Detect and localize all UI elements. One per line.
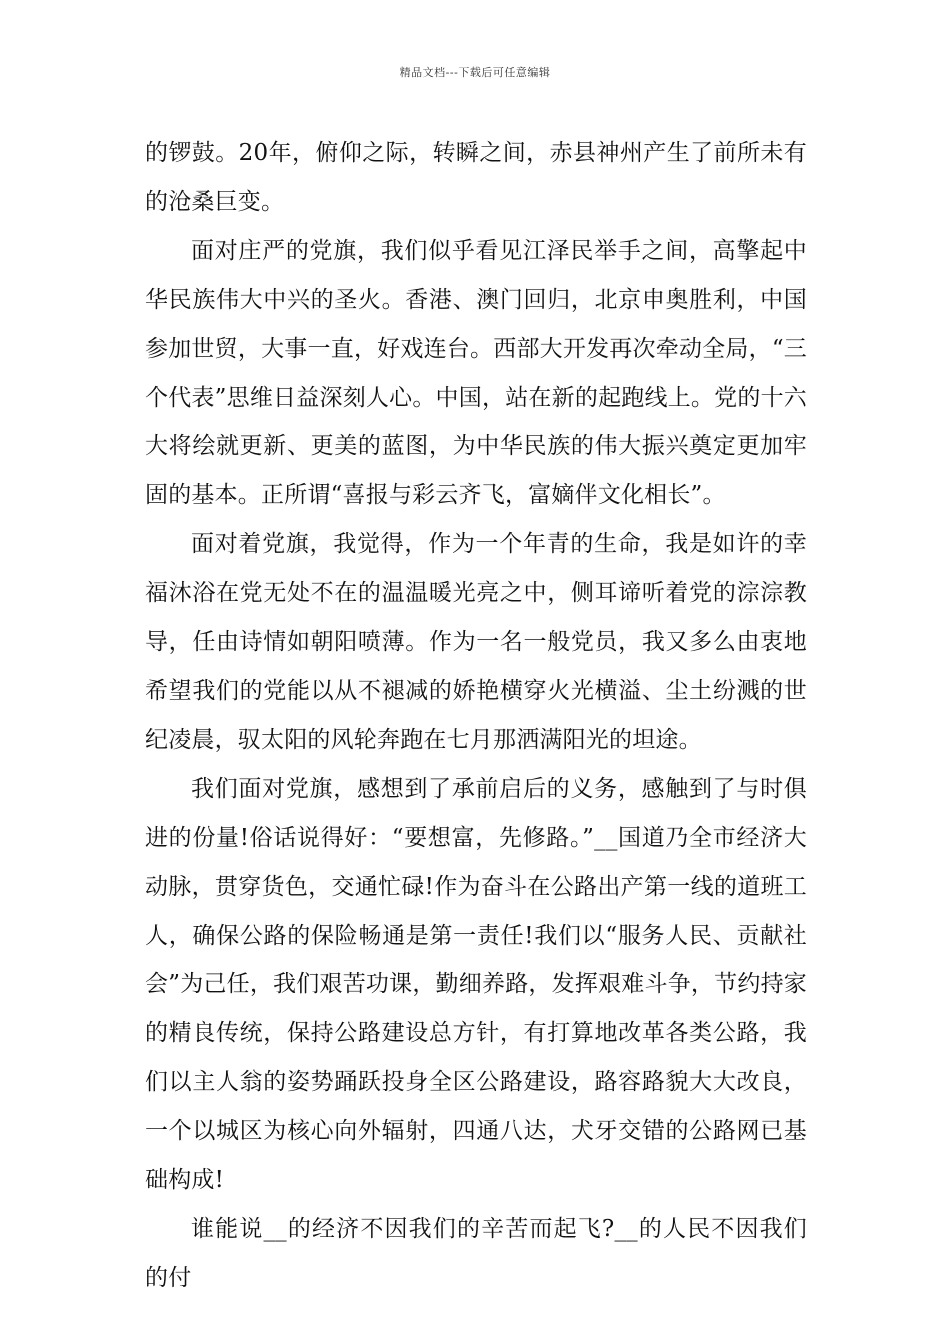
paragraph-5: 谁能说__的经济不因我们的辛苦而起飞?__的人民不因我们的付 [145,1215,807,1291]
paragraph-4: 我们面对党旗，感想到了承前启后的义务，感触到了与时俱进的份量!俗话说得好：“要想富，先修路。”__国道乃全市经济大动脉，贯穿货色，交通忙碌!作为奋斗在公路出产第一线的道班工人，确保公路的保险畅通是第一责任!我们以“服务人民、贡献社会”为己任，我们艰苦功课，勤细养路，发挥艰难斗争，节约持家的精良传统，保持公路建设总方针，有打算地改革各类公路，我们以主人翁的姿势踊跃投身全区公路建设，路容路貌大大改良，一个以城区为核心向外辐射，四通八达，犬牙交错的公路网已基础构成! [145,775,807,1194]
paragraph-3: 面对着党旗，我觉得，作为一个年青的生命，我是如许的幸福沐浴在党无处不在的温温暖光亮之中，侧耳谛听着党的淙淙教导，任由诗情如朝阳喷薄。作为一名一般党员，我又多么由衷地希望我们的党能以从不褪减的娇艳横穿火光横溢、尘土纷溅的世纪凌晨，驭太阳的风轮奔跑在七月那洒满阳光的坦途。 [145,531,807,753]
page-header: 精品文档---下载后可任意编辑 [399,66,551,79]
document-body [145,129,807,1303]
paragraph-1: 的锣鼓。20年，俯仰之际，转瞬之间，赤县神州产生了前所未有的沧桑巨变。 [145,140,807,215]
paragraph-2: 面对庄严的党旗，我们似乎看见江泽民举手之间，高擎起中华民族伟大中兴的圣火。香港、澳门回归，北京申奥胜利，中国参加世贸，大事一直，好戏连台。西部大开发再次牵动全局，“三个代表”思维日益深刻人心。中国，站在新的起跑线上。党的十六大将绘就更新、更美的蓝图，为中华民族的伟大振兴奠定更加牢固的基本。正所谓“喜报与彩云齐飞，富嫡伴文化相长”。 [145,237,807,509]
